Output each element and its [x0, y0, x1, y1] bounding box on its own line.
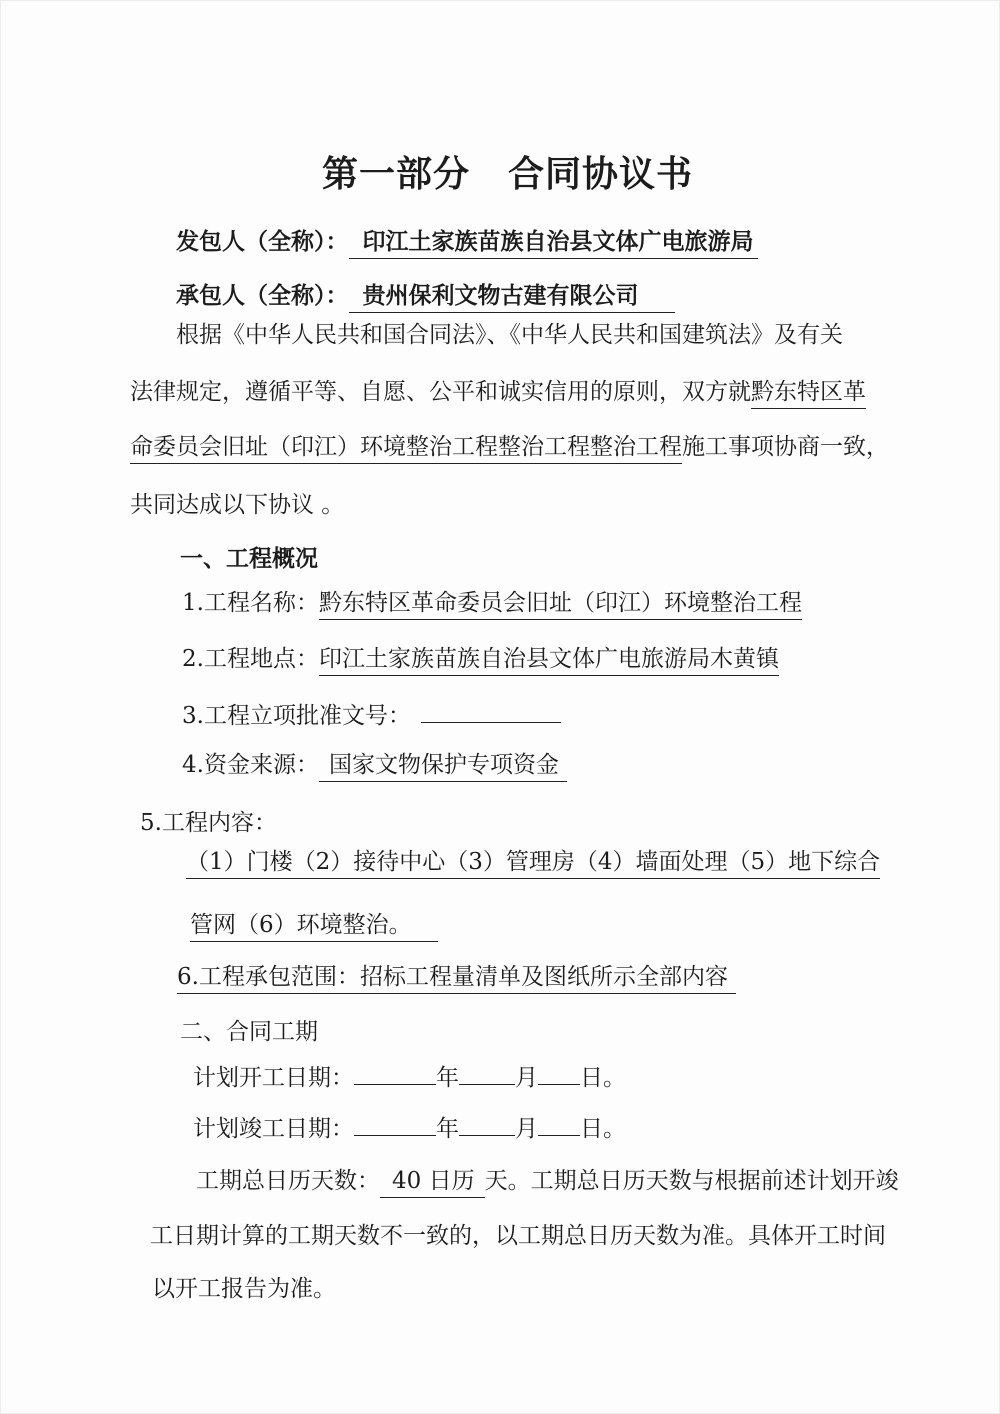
- preamble-line-3: 命委员会旧址（印江）环境整治工程整治工程整治工程施工事项协商一致，: [130, 436, 889, 459]
- contractor-line: [176, 284, 675, 307]
- title-part: 第一部分: [322, 153, 471, 195]
- planned-finish-date: 计划竣工日期： 年 月 日。: [193, 1116, 626, 1142]
- duration-note-line-2: 工日期计算的工期天数不一致的，以工期总日历天数为准。具体开工时间: [150, 1223, 886, 1249]
- project-name-item: 1.工程名称：黔东特区革命委员会旧址（印江）环境整治工程: [182, 592, 802, 615]
- preamble-line-1: 根据《中华人民共和国合同法》、《中华人民共和国建筑法》及有关: [176, 322, 843, 348]
- start-month-blank: [459, 1066, 515, 1085]
- employer-value: 印江土家族苗族自治县文体广电旅游局: [349, 228, 758, 259]
- funding-source-value: 国家文物保护专项资金: [319, 752, 567, 782]
- project-name-value: 黔东特区革命委员会旧址（印江）环境整治工程: [319, 590, 802, 620]
- project-name-inline: 黔东特区革: [751, 379, 866, 409]
- employer-label: 发包人（全称）：: [176, 228, 349, 255]
- project-name-inline-cont: 命委员会旧址（印江）环境整治工程整治工程整治工程: [130, 434, 682, 464]
- scope-content-label: 5.工程内容：: [140, 810, 277, 836]
- total-duration-value: 40 日历: [380, 1168, 485, 1198]
- approval-number-item: 3.工程立项批准文号：: [182, 704, 561, 728]
- start-day-blank: [538, 1066, 580, 1085]
- finish-day-blank: [538, 1117, 580, 1136]
- preamble-line-4: 共同达成以下协议 。: [130, 492, 345, 518]
- finish-month-blank: [459, 1117, 515, 1136]
- section-1-heading: 一、工程概况: [180, 545, 318, 572]
- scope-content-line-1: （1）门楼（2）接待中心（3）管理房（4）墙面处理（5）地下综合: [186, 851, 880, 874]
- preamble-line-2: 法律规定，遵循平等、自愿、公平和诚实信用的原则，双方就黔东特区革: [130, 381, 866, 404]
- approval-number-blank: [421, 704, 561, 723]
- project-location-item: 2.工程地点：印江土家族苗族自治县文体广电旅游局木黄镇: [182, 648, 779, 671]
- planned-start-date: 计划开工日期： 年 月 日。: [193, 1065, 626, 1091]
- duration-note-line-3: 以开工报告为准。: [152, 1276, 336, 1302]
- scope-content-line-2: 管网（6）环境整治。: [190, 914, 438, 937]
- contractor-value: 贵州保利文物古建有限公司: [349, 282, 675, 313]
- employer-line: [176, 230, 758, 253]
- finish-year-blank: [354, 1117, 436, 1136]
- start-year-blank: [354, 1066, 436, 1085]
- title-name: 合同协议书: [508, 153, 694, 195]
- page-title: [322, 153, 694, 195]
- contract-scope-item: 6.工程承包范围：招标工程量清单及图纸所示全部内容: [177, 966, 736, 989]
- total-duration-line: 工期总日历天数： 40 日历 天。工期总日历天数与根据前述计划开竣: [196, 1170, 899, 1193]
- project-location-value: 印江土家族苗族自治县文体广电旅游局木黄镇: [319, 646, 779, 676]
- funding-source-item: 4.资金来源： 国家文物保护专项资金: [182, 754, 567, 777]
- contractor-label: 承包人（全称）：: [176, 282, 349, 309]
- section-2-heading: 二、合同工期: [180, 1019, 318, 1045]
